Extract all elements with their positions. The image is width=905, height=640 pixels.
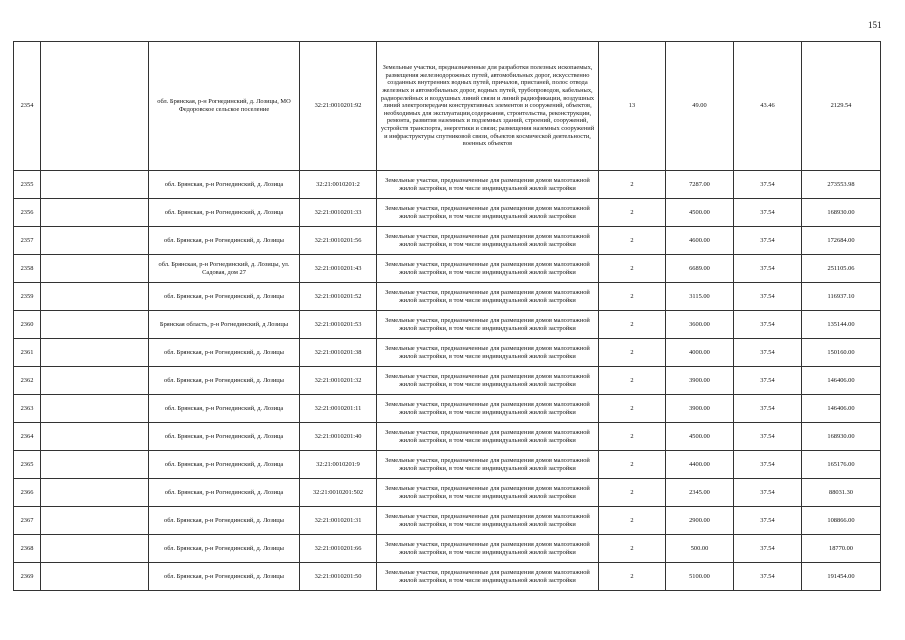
permitted-use-cell: Земельные участки, предназначенные для размещения домов малоэтажной жилой застройки, в том числе индивидуальной жилой застройки bbox=[377, 227, 599, 255]
permitted-use-cell: Земельные участки, предназначенные для размещения домов малоэтажной жилой застройки, в том числе индивидуальной жилой застройки bbox=[377, 367, 599, 395]
cadastral-number-cell: 32:21:0010201:502 bbox=[300, 479, 377, 507]
cadastral-number-cell: 32:21:0010201:9 bbox=[300, 451, 377, 479]
permitted-use-cell: Земельные участки, предназначенные для размещения домов малоэтажной жилой застройки, в том числе индивидуальной жилой застройки bbox=[377, 451, 599, 479]
cadastral-value-cell: 18770.00 bbox=[802, 535, 881, 563]
row-number-cell: 2365 bbox=[14, 451, 41, 479]
category-cell: 2 bbox=[599, 479, 666, 507]
blank-cell bbox=[41, 535, 149, 563]
row-number-cell: 2362 bbox=[14, 367, 41, 395]
cadastral-number-cell: 32:21:0010201:66 bbox=[300, 535, 377, 563]
cadastral-value-cell: 108866.00 bbox=[802, 507, 881, 535]
row-number-cell: 2358 bbox=[14, 255, 41, 283]
address-cell: обл. Брянская, р-н Рогнединский, д. Лозицы bbox=[149, 339, 300, 367]
permitted-use-cell: Земельные участки, предназначенные для размещения домов малоэтажной жилой застройки, в том числе индивидуальной жилой застройки bbox=[377, 507, 599, 535]
address-cell: обл. Брянская, р-н Рогнединский, д. Лозица bbox=[149, 395, 300, 423]
cadastral-value-cell: 135144.00 bbox=[802, 311, 881, 339]
category-cell: 2 bbox=[599, 227, 666, 255]
table-row bbox=[14, 171, 881, 199]
rate-cell: 43.46 bbox=[734, 42, 802, 171]
area-cell: 2345.00 bbox=[666, 479, 734, 507]
rate-cell: 37.54 bbox=[734, 423, 802, 451]
permitted-use-cell: Земельные участки, предназначенные для размещения домов малоэтажной жилой застройки, в том числе индивидуальной жилой застройки bbox=[377, 255, 599, 283]
address-cell: обл. Брянская, р-н Рогнединский, д. Лозицы bbox=[149, 227, 300, 255]
blank-cell bbox=[41, 283, 149, 311]
category-cell: 2 bbox=[599, 199, 666, 227]
row-number-cell: 2360 bbox=[14, 311, 41, 339]
address-cell: обл. Брянская, р-н Рогнединский, д. Лозица bbox=[149, 423, 300, 451]
table-row bbox=[14, 283, 881, 311]
blank-cell bbox=[41, 479, 149, 507]
blank-cell bbox=[41, 227, 149, 255]
table-row bbox=[14, 395, 881, 423]
blank-cell bbox=[41, 507, 149, 535]
category-cell: 2 bbox=[599, 311, 666, 339]
cadastral-value-cell: 165176.00 bbox=[802, 451, 881, 479]
row-number-cell: 2368 bbox=[14, 535, 41, 563]
row-number-cell: 2354 bbox=[14, 42, 41, 171]
category-cell: 2 bbox=[599, 535, 666, 563]
area-cell: 7287.00 bbox=[666, 171, 734, 199]
address-cell: обл. Брянская, р-н Рогнединский, д. Лозицы bbox=[149, 507, 300, 535]
row-number-cell: 2355 bbox=[14, 171, 41, 199]
permitted-use-cell: Земельные участки, предназначенные для размещения домов малоэтажной жилой застройки, в том числе индивидуальной жилой застройки bbox=[377, 423, 599, 451]
cadastral-number-cell: 32:21:0010201:11 bbox=[300, 395, 377, 423]
table-row bbox=[14, 227, 881, 255]
category-cell: 2 bbox=[599, 283, 666, 311]
rate-cell: 37.54 bbox=[734, 535, 802, 563]
cadastral-number-cell: 32:21:0010201:40 bbox=[300, 423, 377, 451]
cadastral-value-cell: 2129.54 bbox=[802, 42, 881, 171]
land-registry-table bbox=[13, 41, 881, 591]
row-number-cell: 2359 bbox=[14, 283, 41, 311]
address-cell: обл. Брянская, р-н Рогнединский, д. Лозица bbox=[149, 171, 300, 199]
area-cell: 4500.00 bbox=[666, 423, 734, 451]
category-cell: 2 bbox=[599, 255, 666, 283]
area-cell: 500.00 bbox=[666, 535, 734, 563]
address-cell: обл. Брянская, р-н Рогнединский, д. Лозица bbox=[149, 451, 300, 479]
area-cell: 4000.00 bbox=[666, 339, 734, 367]
row-number-cell: 2364 bbox=[14, 423, 41, 451]
table-row bbox=[14, 423, 881, 451]
rate-cell: 37.54 bbox=[734, 507, 802, 535]
cadastral-number-cell: 32:21:0010201:56 bbox=[300, 227, 377, 255]
permitted-use-cell: Земельные участки, предназначенные для разработки полезных ископаемых, размещения железнодорожных путей, автомобильных дорог, искусственно созданных внутренних водных путей, причалов, пристаней, полос отвода железных и автомобильных дорог, водных путей, трубопроводов, кабельных, радиорелейных и воздушных линий связи и линий радиофикации, воздушных линий электропередачи конструктивных элементов и сооружений, объектов, необходимых для эксплуатации,содержания, строительства, реконструкции, ремонта, развития наземных и подземных зданий, строений, сооружений, устройств транспорта, энергетики и связи; размещения наземных сооружений и инфраструктуры спутниковой связи, объектов космической деятельности, военных объектов bbox=[377, 42, 599, 171]
address-cell: обл. Брянская, р-н Рогнединский, д. Лозица bbox=[149, 199, 300, 227]
row-number-cell: 2361 bbox=[14, 339, 41, 367]
rate-cell: 37.54 bbox=[734, 311, 802, 339]
blank-cell bbox=[41, 451, 149, 479]
permitted-use-cell: Земельные участки, предназначенные для размещения домов малоэтажной жилой застройки, в том числе индивидуальной жилой застройки bbox=[377, 283, 599, 311]
cadastral-number-cell: 32:21:0010201:32 bbox=[300, 367, 377, 395]
area-cell: 4400.00 bbox=[666, 451, 734, 479]
table-row bbox=[14, 199, 881, 227]
area-cell: 2900.00 bbox=[666, 507, 734, 535]
table-row bbox=[14, 311, 881, 339]
blank-cell bbox=[41, 311, 149, 339]
blank-cell bbox=[41, 423, 149, 451]
cadastral-number-cell: 32:21:0010201:38 bbox=[300, 339, 377, 367]
registry-body bbox=[14, 42, 881, 591]
permitted-use-cell: Земельные участки, предназначенные для размещения домов малоэтажной жилой застройки, в том числе индивидуальной жилой застройки bbox=[377, 199, 599, 227]
category-cell: 2 bbox=[599, 339, 666, 367]
cadastral-number-cell: 32:21:0010201:2 bbox=[300, 171, 377, 199]
permitted-use-cell: Земельные участки, предназначенные для размещения домов малоэтажной жилой застройки, в том числе индивидуальной жилой застройки bbox=[377, 311, 599, 339]
row-number-cell: 2367 bbox=[14, 507, 41, 535]
cadastral-value-cell: 251105.06 bbox=[802, 255, 881, 283]
category-cell: 2 bbox=[599, 395, 666, 423]
row-number-cell: 2357 bbox=[14, 227, 41, 255]
rate-cell: 37.54 bbox=[734, 255, 802, 283]
cadastral-number-cell: 32:21:0010201:43 bbox=[300, 255, 377, 283]
area-cell: 6689.00 bbox=[666, 255, 734, 283]
cadastral-value-cell: 88031.30 bbox=[802, 479, 881, 507]
category-cell: 2 bbox=[599, 171, 666, 199]
category-cell: 13 bbox=[599, 42, 666, 171]
blank-cell bbox=[41, 563, 149, 591]
table-row bbox=[14, 255, 881, 283]
area-cell: 3600.00 bbox=[666, 311, 734, 339]
area-cell: 4600.00 bbox=[666, 227, 734, 255]
row-number-cell: 2356 bbox=[14, 199, 41, 227]
cadastral-number-cell: 32:21:0010201:53 bbox=[300, 311, 377, 339]
cadastral-number-cell: 32:21:0010201:52 bbox=[300, 283, 377, 311]
area-cell: 49.00 bbox=[666, 42, 734, 171]
address-cell: обл. Брянская, р-н Рогнединский, д. Лозицы bbox=[149, 563, 300, 591]
cadastral-value-cell: 146406.00 bbox=[802, 367, 881, 395]
table-row bbox=[14, 451, 881, 479]
cadastral-number-cell: 32:21:0010201:31 bbox=[300, 507, 377, 535]
category-cell: 2 bbox=[599, 423, 666, 451]
category-cell: 2 bbox=[599, 451, 666, 479]
permitted-use-cell: Земельные участки, предназначенные для размещения домов малоэтажной жилой застройки, в том числе индивидуальной жилой застройки bbox=[377, 339, 599, 367]
blank-cell bbox=[41, 199, 149, 227]
rate-cell: 37.54 bbox=[734, 227, 802, 255]
permitted-use-cell: Земельные участки, предназначенные для размещения домов малоэтажной жилой застройки, в том числе индивидуальной жилой застройки bbox=[377, 535, 599, 563]
address-cell: обл. Брянская, р-н Рогнединский, д. Лозицы bbox=[149, 367, 300, 395]
table-row bbox=[14, 367, 881, 395]
category-cell: 2 bbox=[599, 563, 666, 591]
cadastral-value-cell: 273553.98 bbox=[802, 171, 881, 199]
address-cell: обл. Брянская, р-н Рогнединский, д. Лозицы, ул. Садовая, дом 27 bbox=[149, 255, 300, 283]
cadastral-value-cell: 191454.00 bbox=[802, 563, 881, 591]
table-row bbox=[14, 507, 881, 535]
rate-cell: 37.54 bbox=[734, 199, 802, 227]
table-row bbox=[14, 339, 881, 367]
cadastral-value-cell: 168930.00 bbox=[802, 199, 881, 227]
table-row bbox=[14, 535, 881, 563]
blank-cell bbox=[41, 395, 149, 423]
rate-cell: 37.54 bbox=[734, 395, 802, 423]
cadastral-value-cell: 146406.00 bbox=[802, 395, 881, 423]
row-number-cell: 2363 bbox=[14, 395, 41, 423]
cadastral-value-cell: 150160.00 bbox=[802, 339, 881, 367]
table-row bbox=[14, 479, 881, 507]
rate-cell: 37.54 bbox=[734, 479, 802, 507]
cadastral-value-cell: 168930.00 bbox=[802, 423, 881, 451]
area-cell: 3900.00 bbox=[666, 367, 734, 395]
blank-cell bbox=[41, 42, 149, 171]
cadastral-number-cell: 32:21:0010201:33 bbox=[300, 199, 377, 227]
category-cell: 2 bbox=[599, 367, 666, 395]
blank-cell bbox=[41, 171, 149, 199]
blank-cell bbox=[41, 367, 149, 395]
blank-cell bbox=[41, 255, 149, 283]
rate-cell: 37.54 bbox=[734, 283, 802, 311]
area-cell: 4500.00 bbox=[666, 199, 734, 227]
address-cell: обл. Брянская, р-н Рогнединский, д. Лозицы bbox=[149, 283, 300, 311]
address-cell: Брянская область, р-н Рогнединский, д Лозицы bbox=[149, 311, 300, 339]
rate-cell: 37.54 bbox=[734, 171, 802, 199]
category-cell: 2 bbox=[599, 507, 666, 535]
cadastral-value-cell: 172684.00 bbox=[802, 227, 881, 255]
blank-cell bbox=[41, 339, 149, 367]
area-cell: 3900.00 bbox=[666, 395, 734, 423]
row-number-cell: 2369 bbox=[14, 563, 41, 591]
area-cell: 3115.00 bbox=[666, 283, 734, 311]
rate-cell: 37.54 bbox=[734, 339, 802, 367]
rate-cell: 37.54 bbox=[734, 451, 802, 479]
table-row bbox=[14, 42, 881, 171]
permitted-use-cell: Земельные участки, предназначенные для размещения домов малоэтажной жилой застройки, в том числе индивидуальной жилой застройки bbox=[377, 563, 599, 591]
area-cell: 5100.00 bbox=[666, 563, 734, 591]
row-number-cell: 2366 bbox=[14, 479, 41, 507]
permitted-use-cell: Земельные участки, предназначенные для размещения домов малоэтажной жилой застройки, в том числе индивидуальной жилой застройки bbox=[377, 171, 599, 199]
address-cell: обл. Брянская, р-н Рогнединский, д. Лозицы, МО Федоровское сельское поселение bbox=[149, 42, 300, 171]
cadastral-number-cell: 32:21:0010201:50 bbox=[300, 563, 377, 591]
rate-cell: 37.54 bbox=[734, 367, 802, 395]
page-number: 151 bbox=[868, 20, 882, 30]
permitted-use-cell: Земельные участки, предназначенные для размещения домов малоэтажной жилой застройки, в том числе индивидуальной жилой застройки bbox=[377, 395, 599, 423]
cadastral-value-cell: 116937.10 bbox=[802, 283, 881, 311]
rate-cell: 37.54 bbox=[734, 563, 802, 591]
table-row bbox=[14, 563, 881, 591]
address-cell: обл. Брянская, р-н Рогнединский, д. Лозица bbox=[149, 479, 300, 507]
address-cell: обл. Брянская, р-н Рогнединский, д. Лозицы bbox=[149, 535, 300, 563]
permitted-use-cell: Земельные участки, предназначенные для размещения домов малоэтажной жилой застройки, в том числе индивидуальной жилой застройки bbox=[377, 479, 599, 507]
cadastral-number-cell: 32:21:0010201:92 bbox=[300, 42, 377, 171]
